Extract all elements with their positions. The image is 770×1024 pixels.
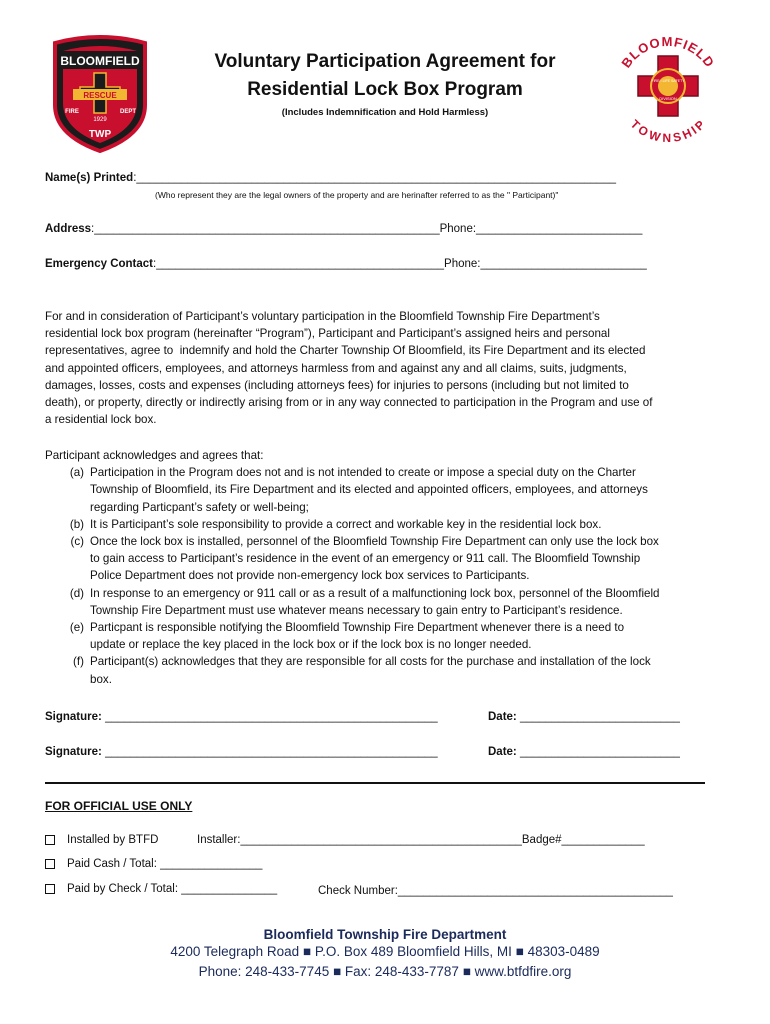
list-marker: (b) — [69, 517, 84, 531]
names-printed-line: :___________________________________________________________________________ — [133, 172, 617, 184]
footer-contact: Phone: 248-433-7745 ■ Fax: 248-433-7787 ■ www.btfdfire.org — [198, 964, 572, 979]
list-item-line: Participant(s) acknowledges that they are responsible for all costs for the purchase and installation of the lock — [90, 655, 651, 669]
right-logo-top-text: BLOOMFIELD — [618, 33, 718, 71]
date-label: Date: — [488, 746, 517, 758]
footer-department-name: Bloomfield Township Fire Department — [263, 927, 507, 942]
list-marker: (a) — [69, 466, 84, 480]
paragraph-line: and appointed officers, employees, and attorneys harmless from and against any and all claims, suits, judgments, — [45, 361, 627, 375]
date-label: Date: — [488, 711, 517, 723]
check-number-field[interactable]: Check Number:___________________________________________ — [318, 885, 673, 897]
list-item-line: Police Department does not provide non-emergency lock box services to Participants. — [90, 569, 530, 583]
list-item-line: Particpant is responsible notifying the Bloomfield Township Fire Department whenever there is a need to — [90, 621, 625, 635]
signature-field-2[interactable] — [45, 746, 438, 758]
address-label: Address — [45, 223, 92, 235]
official-use-heading: FOR OFFICIAL USE ONLY — [45, 799, 193, 813]
date-field-1[interactable] — [488, 711, 680, 723]
signature-line: ____________________________________________________ — [101, 746, 438, 758]
list-item-line: Township of Bloomfield, its Fire Department and its elected and appointed officers, employees, and attorneys — [90, 483, 648, 497]
list-marker: (c) — [70, 535, 84, 549]
installed-label: Installed by BTFD — [67, 834, 159, 846]
left-logo-top-text: BLOOMFIELD — [60, 54, 140, 68]
left-logo-right-text: DEPT — [119, 109, 137, 115]
paid-cash-checkbox[interactable] — [45, 859, 55, 869]
list-item — [45, 516, 730, 533]
paragraph-line: For and in consideration of Participant’s voluntary participation in the Bloomfield Township Fire Department’s — [45, 310, 600, 323]
left-logo-left-text: FIRE — [65, 109, 79, 115]
date-line: _________________________ — [516, 711, 680, 723]
section-divider — [45, 782, 705, 784]
footer — [100, 927, 670, 982]
list-item-line: regarding Particpant’s safety or well-being; — [90, 500, 309, 514]
right-logo-inner-text: DIVISION — [659, 96, 677, 101]
signature-label: Signature: — [45, 746, 102, 758]
paragraph-line: damages, losses, costs and expenses (including attorneys fees) for injuries to persons (including but not limited to — [45, 378, 629, 392]
list-item-line: Participation in the Program does not and is not intended to create or impose a special duty on the Charter — [90, 466, 636, 480]
emergency-contact-field[interactable] — [45, 258, 647, 270]
list-item-line: box. — [90, 672, 112, 686]
names-note: (Who represent they are the legal owners of the property and are herinafter referred to as the " Participant)" — [155, 190, 559, 200]
bloomfield-township-logo — [608, 30, 728, 150]
list-item-line: to gain access to Participant’s residence in the event of an emergency or 911 call. The Bloomfield Township — [90, 552, 641, 566]
acknowledgement-intro: Participant acknowledges and agrees that: — [45, 449, 264, 462]
list-marker: (e) — [69, 621, 84, 635]
address-field[interactable] — [45, 223, 642, 235]
acknowledgement-list — [45, 447, 730, 688]
names-printed-field[interactable] — [45, 172, 616, 184]
list-item-line: update or replace the key placed in the lock box or if the lock box is no longer needed. — [90, 638, 532, 652]
right-logo-ring-text: FIRE • LIFE SAFETY — [651, 79, 685, 83]
paragraph-line: representatives, agree to indemnify and hold the Charter Township Of Bloomfield, its Fire Department and its elected — [45, 344, 646, 358]
signature-line: ____________________________________________________ — [101, 711, 438, 723]
list-marker: (f) — [73, 655, 84, 669]
paid-cash-label: Paid Cash / Total: ________________ — [67, 858, 263, 870]
list-item — [45, 585, 730, 619]
list-item — [45, 533, 730, 585]
emergency-contact-label: Emergency Contact — [45, 258, 154, 270]
list-marker: (d) — [69, 586, 84, 600]
paid-check-label: Paid by Check / Total: _______________ — [67, 883, 278, 895]
paragraph-line: residential lock box program (hereinafter “Program”), Participant and Participant’s assigned heirs and personal — [45, 327, 610, 341]
signature-field-1[interactable] — [45, 711, 438, 723]
list-item-line: In response to an emergency or 911 call or as a result of a malfunctioning lock box, personnel of the Bloomfield — [90, 586, 660, 600]
paid-check-row — [45, 883, 277, 895]
right-logo-bottom-text: TOWNSHIP — [627, 116, 709, 146]
emergency-contact-line: :_____________________________________________Phone:__________________________ — [153, 258, 647, 270]
paid-cash-row — [45, 858, 262, 870]
signature-label: Signature: — [45, 711, 102, 723]
left-logo-band-text: RESCUE — [83, 91, 117, 100]
installed-row — [45, 834, 158, 846]
address-line: :______________________________________________________Phone:__________________________ — [91, 223, 643, 235]
list-item — [45, 619, 730, 653]
names-printed-label: Name(s) Printed — [45, 172, 134, 184]
installer-field[interactable]: Installer:____________________________________________Badge#_____________ — [197, 834, 645, 846]
indemnity-paragraph — [45, 308, 730, 428]
list-item-line: It is Participant’s sole responsibility to provide a correct and workable key in the residential lock box. — [90, 517, 602, 531]
page-title-line-1: Voluntary Participation Agreement for — [214, 51, 556, 72]
date-line: _________________________ — [516, 746, 680, 758]
list-item-line: Township Fire Department must use whatever means necessary to gain entry to Participant’s residence. — [90, 603, 623, 617]
list-item-line: Once the lock box is installed, personnel of the Bloomfield Township Fire Department can only use the lock box — [90, 535, 659, 549]
page-title-line-2: Residential Lock Box Program — [247, 79, 523, 100]
footer-address: 4200 Telegraph Road ■ P.O. Box 489 Bloomfield Hills, MI ■ 48303-0489 — [170, 944, 600, 959]
left-logo-bottom-text: TWP — [88, 129, 112, 140]
list-item — [45, 464, 730, 516]
date-field-2[interactable] — [488, 746, 680, 758]
paragraph-line: death), or property, directly or indirectly arising from or in any way connected to participation in the Program and use of — [45, 396, 653, 410]
installed-checkbox[interactable] — [45, 835, 55, 845]
left-logo-year-text: 1929 — [93, 117, 107, 123]
bloomfield-fire-rescue-logo — [45, 35, 155, 153]
paid-check-checkbox[interactable] — [45, 884, 55, 894]
paragraph-line: a residential lock box. — [45, 413, 157, 427]
page-subtitle: (Includes Indemnification and Hold Harmless) — [281, 107, 489, 118]
list-item — [45, 653, 730, 687]
